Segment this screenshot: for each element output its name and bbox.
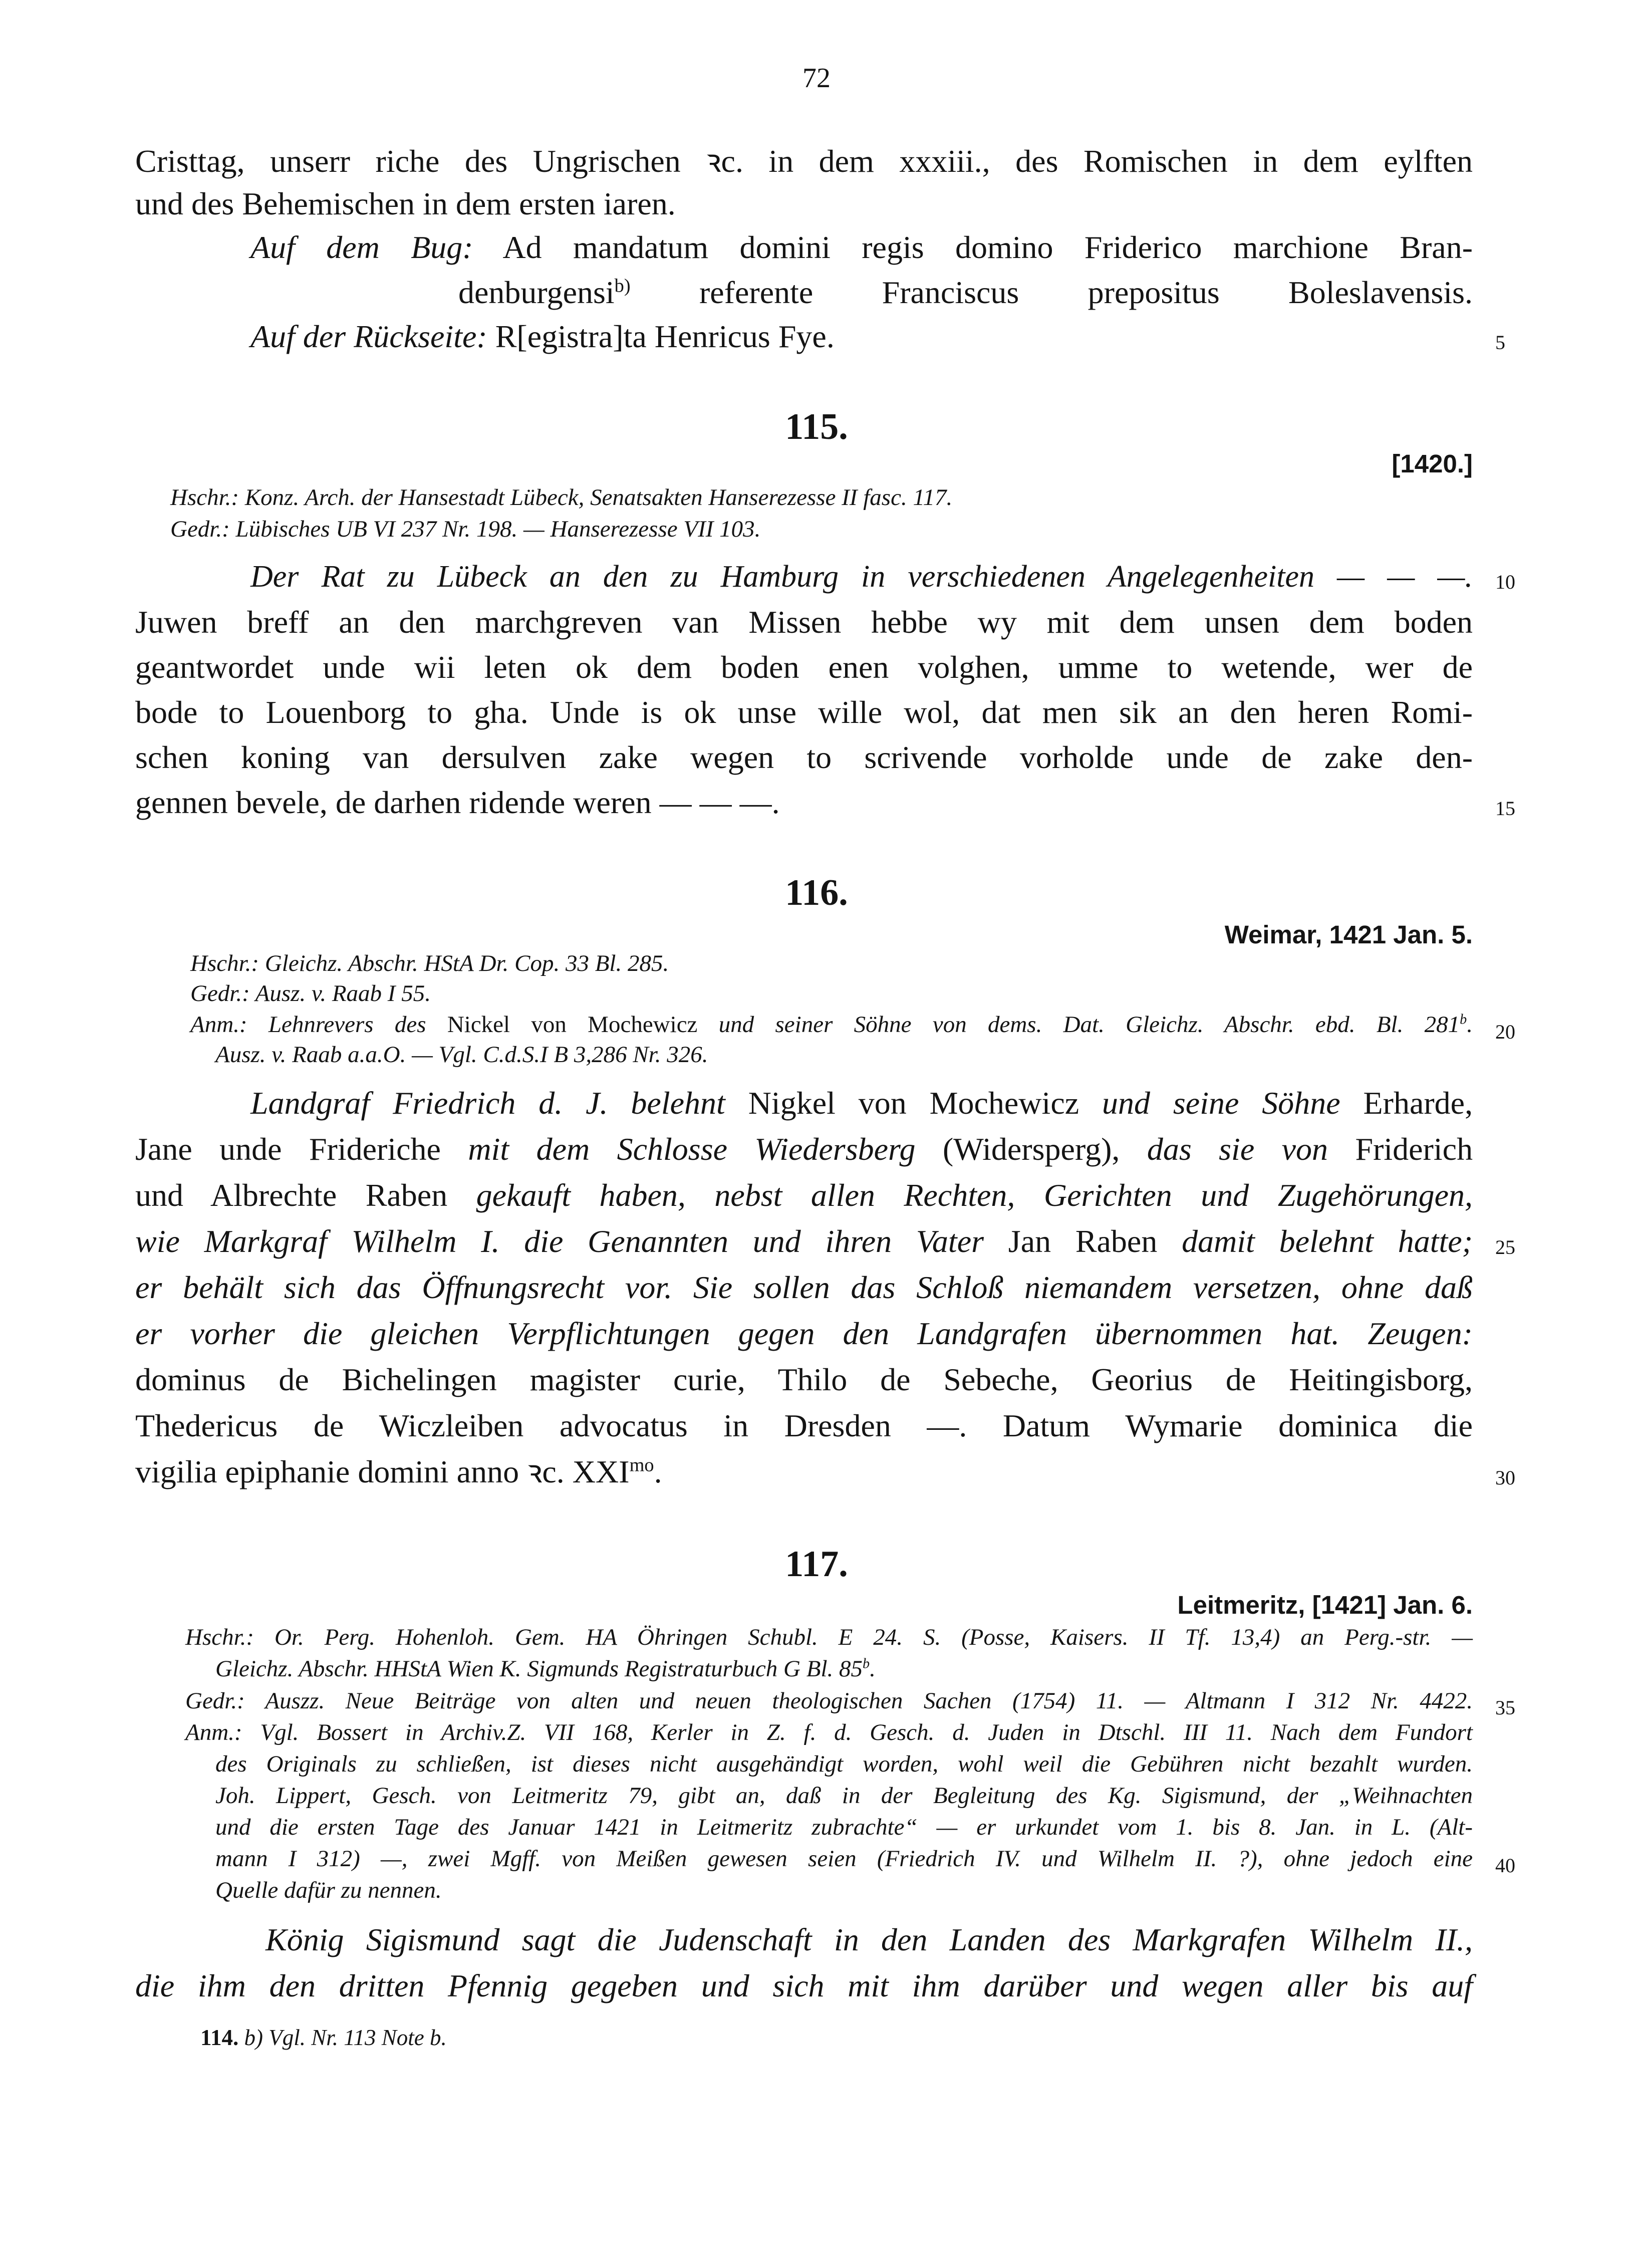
doc116-anm-1 (190, 1013, 1473, 1037)
bug-text: Ad mandatum domini regis domino Friderico marchione Bran- (502, 229, 1473, 265)
anm1-sup: b (1460, 1012, 1467, 1028)
footnote-text: b) Vgl. Nr. 113 Note b. (244, 2025, 447, 2050)
doc114-line-2: und des Behemischen in dem ersten iaren. (135, 186, 676, 221)
doc116-text-2: Thedericus de Wiczleiben advocatus in Dresden —. Datum Wymarie dominica die (135, 1408, 1473, 1443)
doc117-gedr: Gedr.: Auszz. Neue Beiträge von alten und neuen theologischen Sachen (1754) 11. — Altmann I 312 Nr. 4422. (185, 1688, 1473, 1714)
doc115-date: [1420.] (1392, 449, 1473, 478)
t3-text: vigilia epiphanie domini anno ꝛc. XXI (135, 1454, 630, 1489)
r1-b: Nigkel von Mochewicz (748, 1085, 1079, 1121)
footnote-marker-b: b) (614, 275, 631, 297)
doc116-hschr: Hschr.: Gleichz. Abschr. HStA Dr. Cop. 33 Bl. 285. (190, 950, 669, 976)
margin-line-number: 5 (1495, 331, 1505, 354)
doc116-regest-6: er vorher die gleichen Verpflichtungen gegen den Landgrafen übernommen hat. Zeugen: (135, 1316, 1473, 1351)
doc117-anm-6: Quelle dafür zu nennen. (215, 1877, 442, 1903)
t3-sup: mo (629, 1454, 654, 1476)
doc116-regest-4 (135, 1225, 1473, 1257)
anm1-a: Anm.: Lehnrevers des (190, 1012, 426, 1038)
bug-label: Auf dem Bug: (250, 229, 473, 265)
doc115-text-4: schen koning van dersulven zake wegen to scrivende vorholde unde de zake den- (135, 739, 1473, 775)
doc115-text-3: bode to Louenborg to gha. Unde is ok unse wille wol, dat men sik an den heren Romi- (135, 694, 1473, 730)
h2-end: . (870, 1656, 876, 1682)
r1-a: Landgraf Friedrich d. J. belehnt (250, 1085, 725, 1121)
doc116-regest-3 (135, 1179, 1473, 1211)
margin-line-number: 40 (1495, 1854, 1515, 1877)
doc116-regest-2 (135, 1133, 1473, 1165)
r4-b: Jan Raben (1008, 1223, 1158, 1259)
doc117-anm-2: des Originals zu schließen, ist dieses nicht ausgehändigt worden, wohl weil die Gebühren nicht bezahlt wurden. (215, 1751, 1473, 1777)
doc116-regest-1 (250, 1087, 1473, 1119)
t3-end: . (654, 1454, 662, 1489)
rueck-text: R[egistra]ta Henricus Fye. (495, 319, 835, 354)
doc114-rueck-line (250, 321, 835, 353)
doc115-number: 115. (785, 406, 848, 447)
r4-c: damit belehnt hatte; (1182, 1223, 1473, 1259)
doc117-anm-5: mann I 312) —, zwei Mgff. von Meißen gewesen seien (Friedrich IV. und Wilhelm II. ?), ohne jedoch eine (215, 1846, 1473, 1872)
r4-a: wie Markgraf Wilhelm I. die Genannten und ihren Vater (135, 1223, 984, 1259)
doc116-regest-5: er behält sich das Öffnungsrecht vor. Sie sollen das Schloß niemandem versetzen, ohne daß (135, 1270, 1473, 1305)
r1-c: und seine Söhne (1102, 1085, 1340, 1121)
doc116-number: 116. (785, 872, 848, 913)
anm1-b: Nickel von Mochewicz (447, 1012, 698, 1038)
doc114-line-1: Cristtag, unserr riche des Ungrischen ꝛc. in dem xxxiii., des Romischen in dem eylften (135, 143, 1473, 179)
doc116-gedr: Gedr.: Ausz. v. Raab I 55. (190, 980, 431, 1006)
margin-line-number: 35 (1495, 1696, 1515, 1719)
rueck-label: Auf der Rückseite: (250, 319, 487, 354)
doc115-text-5: gennen bevele, de darhen ridende weren — — —. (135, 785, 780, 820)
h2-sup: b (863, 1656, 870, 1672)
doc115-regest: Der Rat zu Lübeck an den zu Hamburg in verschiedenen Angelegenheiten — — —. (250, 560, 1473, 594)
r1-d: Erharde, (1363, 1085, 1473, 1121)
doc117-regest-1: König Sigismund sagt die Judenschaft in den Landen des Markgrafen Wilhelm II., (265, 1922, 1473, 1957)
r2-d: das sie von (1147, 1131, 1328, 1167)
doc115-text-1: Juwen breff an den marchgreven van Missen hebbe wy mit dem unsen dem boden (135, 604, 1473, 640)
doc115-gedr: Gedr.: Lübisches UB VI 237 Nr. 198. — Hanserezesse VII 103. (170, 516, 761, 542)
page-number: 72 (802, 63, 831, 94)
doc117-anm-4: und die ersten Tage des Januar 1421 in Leitmeritz zubrachte“ — er urkundet vom 1. bis 8. Jan. in L. (Alt- (215, 1814, 1473, 1840)
footnote (200, 2027, 447, 2049)
doc117-number: 117. (785, 1544, 848, 1585)
r2-a: Jane unde Frideriche (135, 1131, 441, 1167)
doc117-anm-3: Joh. Lippert, Gesch. von Leitmeritz 79, gibt an, daß in der Begleitung des Kg. Sigismund, der „Weihnachten (215, 1783, 1473, 1809)
doc116-text-3 (135, 1456, 662, 1488)
doc117-regest-2: die ihm den dritten Pfennig gegeben und sich mit ihm darüber und wegen aller bis auf (135, 1968, 1473, 2003)
r2-c: (Widersperg), (942, 1131, 1120, 1167)
h2-text: Gleichz. Abschr. HHStA Wien K. Sigmunds Registraturbuch G Bl. 85 (215, 1656, 863, 1682)
doc115-hschr: Hschr.: Konz. Arch. der Hansestadt Lübeck, Senatsakten Hanserezesse II fasc. 117. (170, 484, 953, 511)
margin-line-number: 20 (1495, 1021, 1515, 1043)
doc117-date: Leitmeritz, [1421] Jan. 6. (1177, 1591, 1473, 1619)
doc117-hschr-2 (215, 1657, 876, 1681)
margin-line-number: 30 (1495, 1466, 1515, 1489)
r3-a: und Albrechte Raben (135, 1177, 448, 1213)
r3-b: gekauft haben, nebst allen Rechten, Gerichten und Zugehörungen, (476, 1177, 1473, 1213)
doc114-bug-line (250, 231, 1473, 264)
doc117-anm-1: Anm.: Vgl. Bossert in Archiv.Z. VII 168, Kerler in Z. f. d. Gesch. d. Juden in Dtschl. III 11. Nach dem Fundort (185, 1719, 1473, 1745)
doc115-text-2: geantwordet unde wii leten ok dem boden enen volghen, umme to wetende, wer de (135, 649, 1473, 685)
r2-b: mit dem Schlosse Wiedersberg (468, 1131, 916, 1167)
doc116-text-1: dominus de Bichelingen magister curie, Thilo de Sebeche, Georius de Heitingisborg, (135, 1362, 1473, 1397)
doc114-bug-cont-line (458, 277, 1473, 309)
bug-end: referente Franciscus prepositus Boleslavensis. (699, 275, 1473, 310)
margin-line-number: 25 (1495, 1236, 1515, 1258)
doc116-anm-2: Ausz. v. Raab a.a.O. — Vgl. C.d.S.I B 3,286 Nr. 326. (215, 1042, 708, 1068)
footnote-ref: 114. (200, 2025, 239, 2050)
bug-cont: denburgensi (458, 275, 615, 310)
anm1-c: und seiner Söhne von dems. Dat. Gleichz. Abschr. ebd. Bl. 281 (718, 1012, 1460, 1038)
anm1-end: . (1467, 1012, 1473, 1038)
doc116-date: Weimar, 1421 Jan. 5. (1224, 920, 1473, 949)
doc117-hschr-1: Hschr.: Or. Perg. Hohenloh. Gem. HA Öhringen Schubl. E 24. S. (Posse, Kaisers. II Tf. 13,4) an Perg.-str. — (185, 1624, 1473, 1650)
r2-e: Friderich (1355, 1131, 1473, 1167)
margin-line-number: 15 (1495, 797, 1515, 820)
margin-line-number: 10 (1495, 571, 1515, 593)
